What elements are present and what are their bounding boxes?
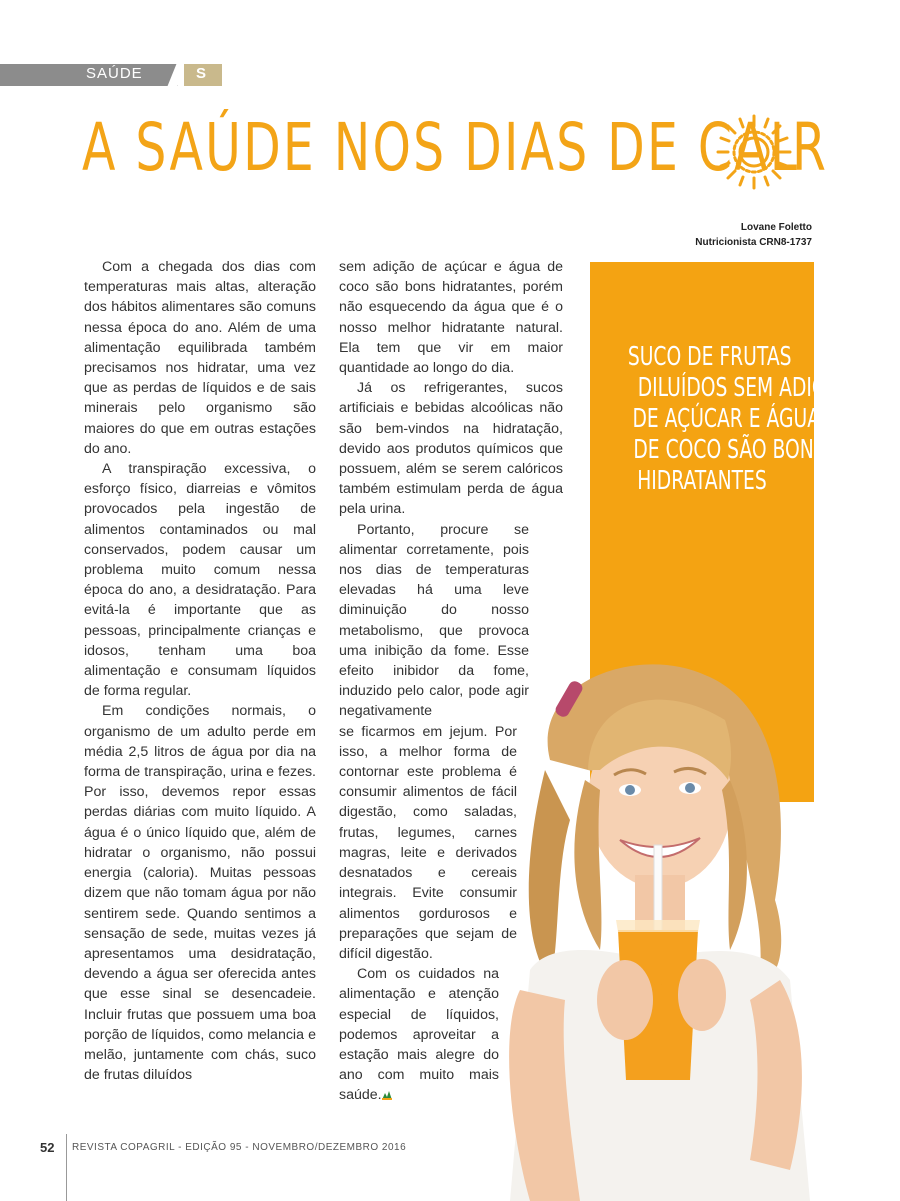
article-title-end: R (792, 109, 826, 186)
author-name: Lovane Foletto (740, 222, 812, 233)
pullquote (596, 342, 853, 497)
pullquote-line: DE COCO SÃO BONS (633, 435, 826, 465)
end-mark-icon (382, 1091, 392, 1100)
body-column-1 (84, 257, 316, 1085)
paragraph: Com a chegada dos dias com temperaturas mais altas, alteração dos hábitos alimentares são comuns nessa época do ano. Além de uma alimentação equilibrada também precisamos nos hidratar, uma vez que as perdas de líquidos e de sais minerais pelo organismo são maiores do que em outras estações do ano. (84, 259, 316, 457)
paragraph: Em condições normais, o organismo de um adulto perde em média 2,5 litros de água por dia na forma de transpiração, urina e fezes. Por isso, devemos repor essas perdas diárias com muito líquido. A água é o único líquido que, além de hidratar o organismo, não possui energia (caloria). Muitas pessoas dizem que não tomam água por não sentirem sede. Quando sentimos a sensação de sede, muitas vezes já apresentamos uma desidratação, devendo a água ser oferecida antes que esse sinal se desencadeie. Incluir frutas que possuem uma boa porção de líquidos, como melancia e melão, juntamente com chás, suco de frutas diluídos (84, 703, 316, 1084)
section-letter: S (196, 65, 207, 82)
author-role: Nutricionista CRN8-1737 (695, 237, 812, 248)
article-title: A SAÚDE NOS DIAS DE CAL (82, 109, 800, 186)
paragraph: sem adição de açúcar e água de coco são bons hidratantes, porém não esquecendo da água que é o nosso melhor hidratante natural. Ela tem que vir em maior quantidade ao longo do dia. (339, 259, 563, 377)
paragraph: Já os refrigerantes, sucos artificiais e bebidas alcoólicas não são bem-vindos na hidratação, devido aos produtos químicos que possuem, além se serem calóricos também estimulam perda de água pela urina. (339, 380, 563, 518)
body-column-2 (339, 257, 563, 1106)
footer-rule (66, 1134, 67, 1201)
section-label: SAÚDE (86, 65, 143, 82)
pullquote-line: SUCO DE FRUTAS (627, 342, 792, 372)
footer-text: REVISTA COPAGRIL - EDIÇÃO 95 - NOVEMBRO/DEZEMBRO 2016 (72, 1142, 407, 1153)
sun-icon (716, 114, 792, 190)
pullquote-line: DILUÍDOS SEM ADIÇÃO (637, 373, 853, 403)
page-number: 52 (40, 1140, 55, 1155)
paragraph (339, 964, 499, 1105)
pullquote-line: HIDRATANTES (637, 466, 767, 496)
author-block (695, 220, 812, 250)
paragraph: se ficarmos em jejum. Por isso, a melhor forma de contornar este problema é consumir alimentos de fácil digestão, como saladas, frutas, legumes, carnes magras, leite e derivados desnatados e cereais integrais. Evite consumir alimentos gordurosos e preparações que sejam de difícil digestão. (339, 723, 517, 962)
closing-text: Com os cuidados na alimentação e atenção especial de líquidos, podemos aproveitar a estação mais alegre do ano com muito mais saúde. (339, 966, 499, 1104)
paragraph: Portanto, procure se alimentar corretamente, pois nos dias de temperaturas elevadas há uma leve diminuição do nosso metabolismo, que provoca uma inibição da fome. Esse efeito inibidor da fome, induzido pelo calor, pode agir negativamente (339, 521, 529, 720)
paragraph: A transpiração excessiva, o esforço físico, diarreias e vômitos provocados pela ingestão de alimentos contaminados ou mal conservados, podem causar um problema muito comum nessa época do ano, a desidratação. Para evitá-la é importante que as pessoas, principalmente crianças e idosos, tenham uma boa alimentação e consumam líquidos de forma regular. (84, 461, 316, 700)
pullquote-line: DE AÇÚCAR E ÁGUA (632, 404, 821, 434)
